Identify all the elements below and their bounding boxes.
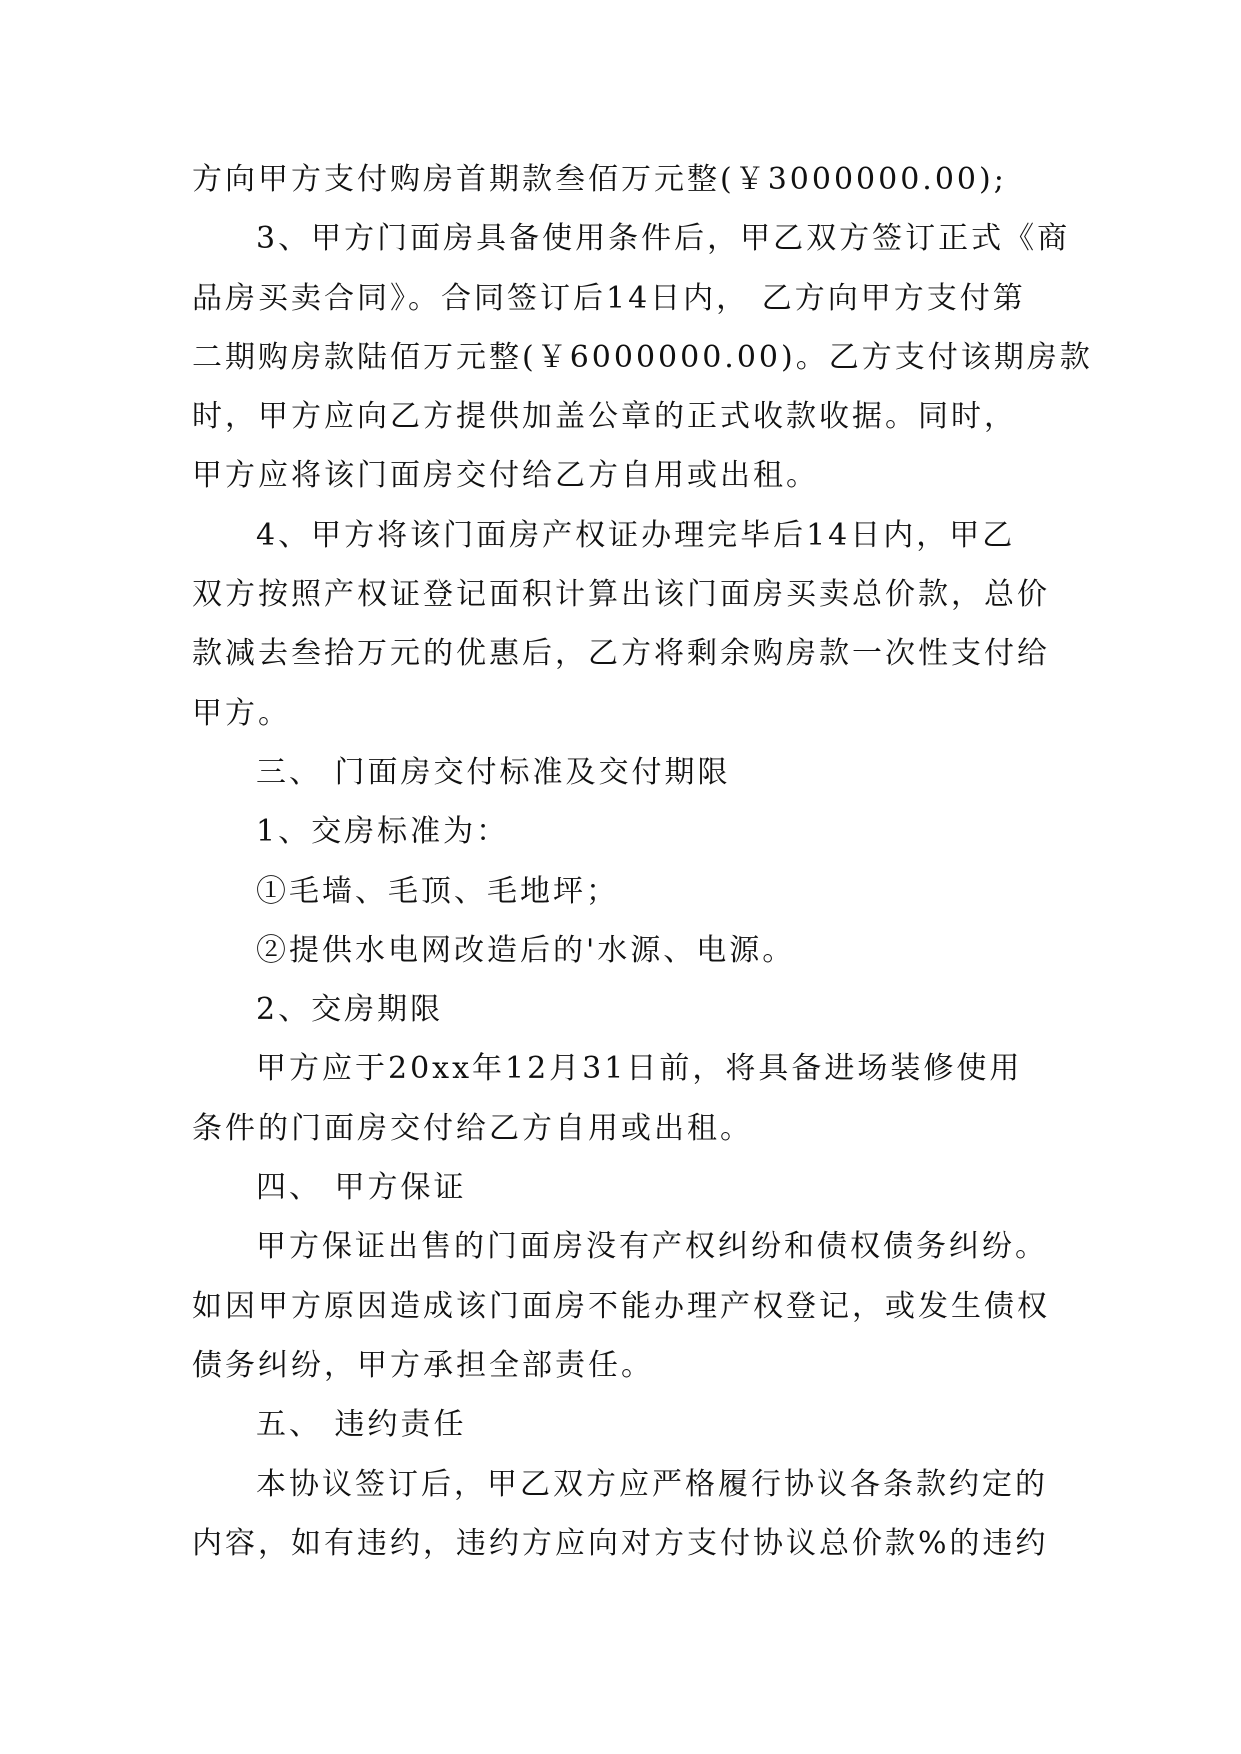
section-heading: 四、 甲方保证 xyxy=(256,1170,467,1206)
text-line: 款减去叁拾万元的优惠后，乙方将剩余购房款一次性支付给 xyxy=(192,636,1050,672)
text-line: 双方按照产权证登记面积计算出该门面房买卖总价款，总价 xyxy=(192,577,1050,613)
text-line: 甲方。 xyxy=(192,695,291,731)
text-line: 品房买卖合同》。合同签订后14日内， 乙方向甲方支付第 xyxy=(192,280,1026,316)
text-line: 条件的门面房交付给乙方自用或出租。 xyxy=(192,1110,753,1146)
text-line: 本协议签订后，甲乙双方应严格履行协议各条款约定的 xyxy=(256,1466,1048,1502)
document-body xyxy=(192,150,1093,1573)
text-line: 时，甲方应向乙方提供加盖公章的正式收款收据。同时， xyxy=(192,399,1017,435)
text-line: 甲方保证出售的门面房没有产权纠纷和债权债务纠纷。 xyxy=(256,1229,1048,1265)
text-line: 4、甲方将该门面房产权证办理完毕后14日内，甲乙 xyxy=(256,517,1016,553)
section-heading: 三、 门面房交付标准及交付期限 xyxy=(256,754,731,790)
text-line: 1、交房标准为： xyxy=(256,814,510,850)
text-line: 甲方应将该门面房交付给乙方自用或出租。 xyxy=(192,458,819,494)
text-line: 如因甲方原因造成该门面房不能办理产权登记，或发生债权 xyxy=(192,1288,1050,1324)
text-line: 二期购房款陆佰万元整(￥6000000.00)。乙方支付该期房款 xyxy=(192,339,1093,375)
text-line: ②提供水电网改造后的'水源、电源。 xyxy=(256,932,796,968)
text-line: 3、甲方门面房具备使用条件后，甲乙双方签订正式《商 xyxy=(256,221,1071,257)
text-line: 2、交房期限 xyxy=(256,992,444,1028)
text-line: 甲方应于20xx年12月31日前，将具备进场装修使用 xyxy=(256,1051,1023,1087)
text-line: 方向甲方支付购房首期款叁佰万元整(￥3000000.00); xyxy=(192,162,1007,197)
text-line: ①毛墙、毛顶、毛地坪； xyxy=(256,873,619,909)
section-heading: 五、 违约责任 xyxy=(256,1407,467,1443)
text-line: 内容，如有违约，违约方应向对方支付协议总价款%的违约 xyxy=(192,1525,1049,1561)
text-line: 债务纠纷，甲方承担全部责任。 xyxy=(192,1347,654,1383)
